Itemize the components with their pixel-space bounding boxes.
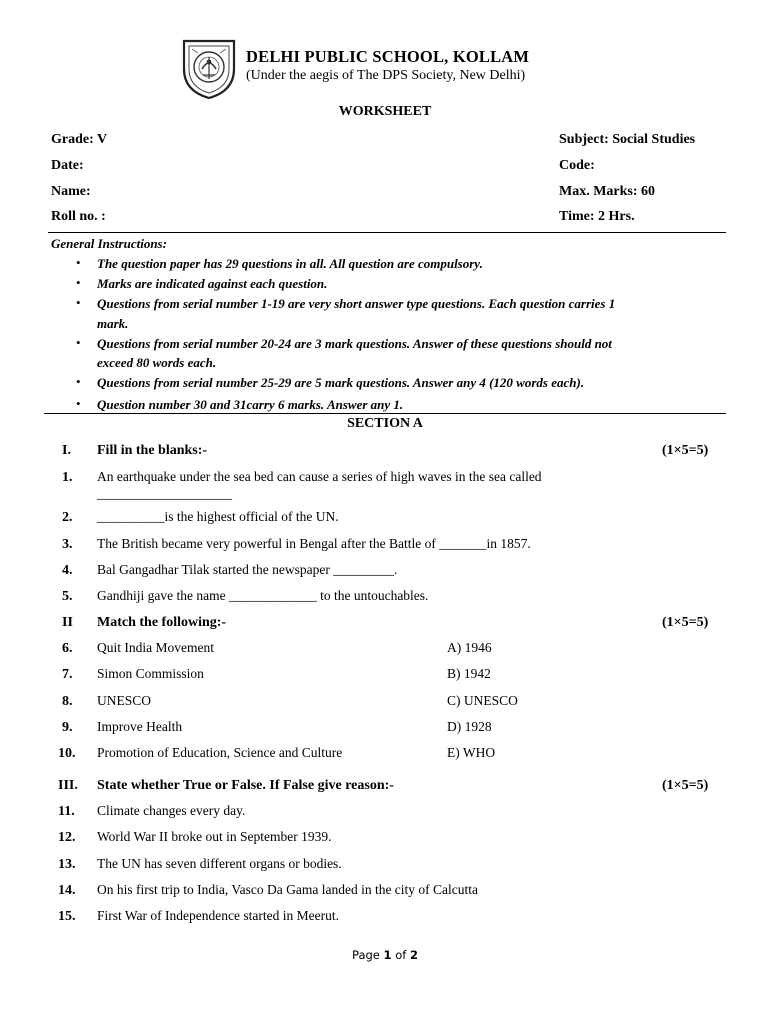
question-text: An earthquake under the sea bed can cause a series of high waves in the sea called — [97, 469, 542, 484]
bullet: • — [76, 275, 81, 290]
match-left: UNESCO — [97, 693, 152, 708]
question-text: First War of Independence started in Meerut. — [97, 908, 339, 923]
instruction-item: Question number 30 and 31carry 6 marks. Answer any 1. — [97, 397, 404, 412]
time-label: Time: 2 Hrs. — [559, 209, 635, 224]
part-marks: (1×5=5) — [662, 615, 709, 630]
match-left: Simon Commission — [97, 666, 204, 681]
code-label: Code: — [559, 158, 595, 173]
match-right: C) UNESCO — [447, 693, 518, 708]
question-number: 2. — [62, 510, 73, 525]
roll-label: Roll no. : — [51, 209, 106, 224]
school-logo — [178, 35, 240, 101]
page-of: of — [391, 948, 410, 962]
match-right: D) 1928 — [447, 719, 492, 734]
match-right: A) 1946 — [447, 640, 492, 655]
question-number: 7. — [62, 667, 73, 682]
question-number: 15. — [58, 909, 76, 924]
bullet: • — [76, 255, 81, 270]
question-number: 12. — [58, 830, 76, 845]
school-subtitle: (Under the aegis of The DPS Society, New Delhi) — [246, 68, 526, 83]
part-number: I. — [62, 443, 71, 458]
question-number: 3. — [62, 537, 73, 552]
part-title: Match the following:- — [97, 615, 227, 630]
school-name: DELHI PUBLIC SCHOOL, KOLLAM — [246, 47, 530, 66]
question-text: On his first trip to India, Vasco Da Gama landed in the city of Calcutta — [97, 882, 479, 897]
question-number: 9. — [62, 720, 73, 735]
dps-crest-icon — [178, 35, 240, 101]
part-number: III. — [58, 778, 78, 793]
part-marks: (1×5=5) — [662, 443, 709, 458]
page-footer — [0, 948, 770, 962]
bullet: • — [76, 335, 81, 350]
section-title: SECTION A — [347, 416, 423, 431]
instruction-item: Questions from serial number 20-24 are 3 mark questions. Answer of these questions should not — [97, 336, 612, 351]
divider-instructions — [44, 413, 726, 414]
instruction-item: Marks are indicated against each question. — [97, 276, 328, 291]
instruction-item-cont: mark. — [97, 316, 129, 331]
match-left: Quit India Movement — [97, 640, 214, 655]
part-title: Fill in the blanks:- — [97, 443, 208, 458]
question-text: Bal Gangadhar Tilak started the newspaper _________. — [97, 562, 398, 577]
question-text: __________is the highest official of the UN. — [97, 509, 339, 524]
instruction-item-cont: exceed 80 words each. — [97, 355, 217, 370]
question-number: 1. — [62, 470, 73, 485]
bullet: • — [76, 374, 81, 389]
question-number: 6. — [62, 641, 73, 656]
instruction-item: Questions from serial number 1-19 are very short answer type questions. Each question carries 1 — [97, 296, 616, 311]
subject-label: Subject: Social Studies — [559, 132, 696, 147]
question-text: Gandhiji gave the name _____________ to the untouchables. — [97, 588, 429, 603]
answer-blank: ____________________ — [97, 486, 232, 501]
bullet: • — [76, 396, 81, 411]
question-text: The British became very powerful in Bengal after the Battle of _______in 1857. — [97, 536, 531, 551]
instruction-item: Questions from serial number 25-29 are 5 mark questions. Answer any 4 (120 words each). — [97, 375, 585, 390]
match-left: Promotion of Education, Science and Culture — [97, 745, 343, 760]
match-right: B) 1942 — [447, 666, 491, 681]
part-title: State whether True or False. If False give reason:- — [97, 778, 394, 793]
question-number: 5. — [62, 589, 73, 604]
part-number: II — [62, 615, 73, 630]
bullet: • — [76, 295, 81, 310]
match-left: Improve Health — [97, 719, 183, 734]
name-label: Name: — [51, 184, 91, 199]
doc-title: WORKSHEET — [338, 104, 432, 119]
question-number: 8. — [62, 694, 73, 709]
question-number: 11. — [58, 804, 75, 819]
question-number: 14. — [58, 883, 76, 898]
divider-top — [48, 232, 726, 233]
page-total: 2 — [409, 948, 418, 962]
page-number: 1 — [383, 948, 392, 962]
instruction-item: The question paper has 29 questions in all. All question are compulsory. — [97, 256, 483, 271]
page-prefix: Page — [352, 948, 384, 962]
question-text: Climate changes every day. — [97, 803, 246, 818]
match-right: E) WHO — [447, 745, 496, 760]
instructions-heading: General Instructions: — [51, 236, 167, 251]
question-text: The UN has seven different organs or bodies. — [97, 856, 342, 871]
question-number: 4. — [62, 563, 73, 578]
part-marks: (1×5=5) — [662, 778, 709, 793]
date-label: Date: — [51, 158, 84, 173]
question-text: World War II broke out in September 1939. — [97, 829, 332, 844]
max-marks-label: Max. Marks: 60 — [559, 184, 656, 199]
grade-label: Grade: V — [51, 132, 108, 147]
question-number: 13. — [58, 857, 76, 872]
question-number: 10. — [58, 746, 76, 761]
